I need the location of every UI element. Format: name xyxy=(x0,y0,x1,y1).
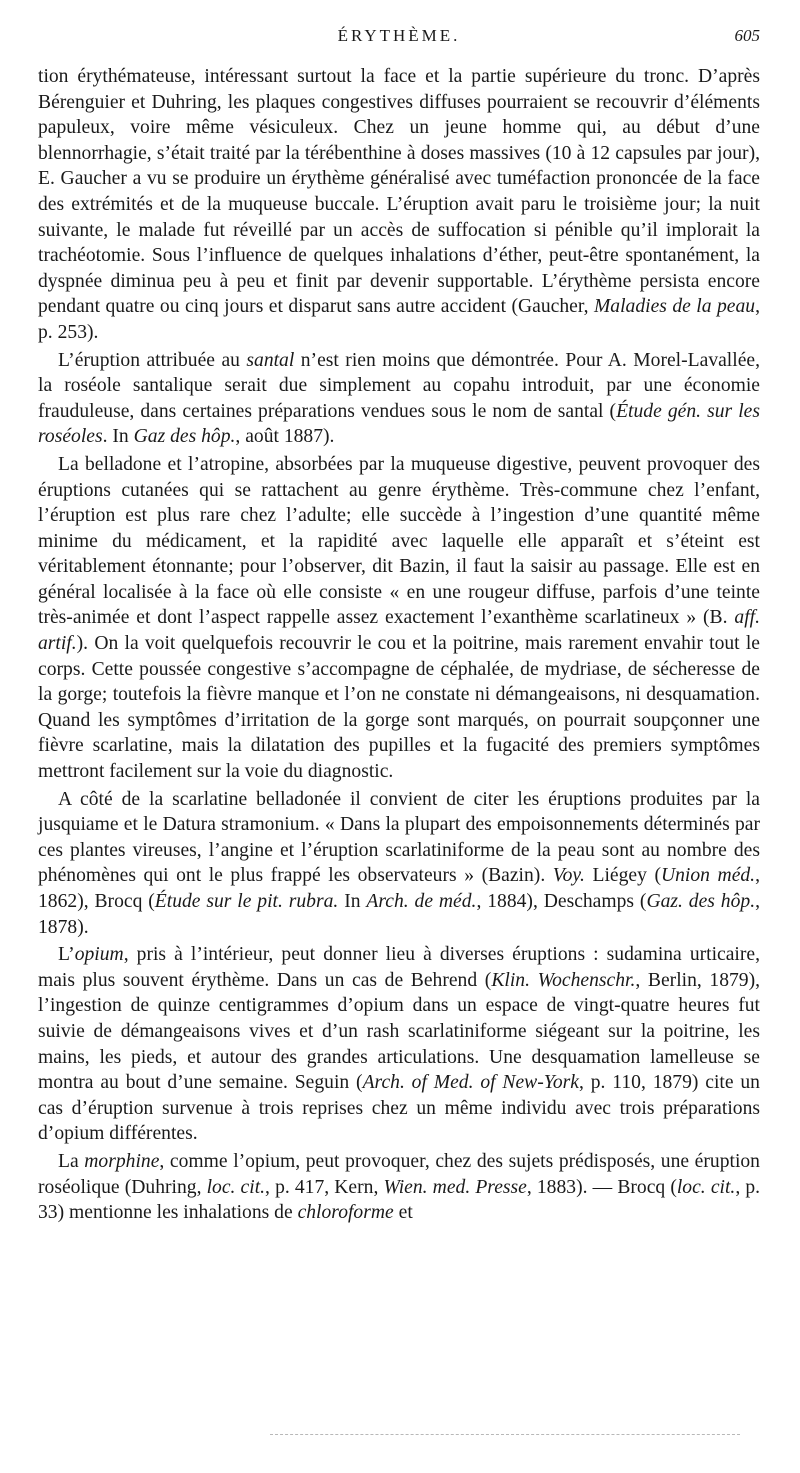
italic-run: opium xyxy=(74,944,124,966)
italic-run: loc. cit. xyxy=(676,1176,736,1198)
italic-run: Gaz. des hôp. xyxy=(646,891,756,912)
italic-run: Arch. de méd. xyxy=(366,891,477,912)
italic-run: Étude sur le pit. rubra. xyxy=(154,891,339,912)
text-run: tion érythémateuse, intéressant surtout la face et la partie supérieure du tronc. D’après Bérenguier et Duhring, les plaques congestives diffuses pourraient se recouvrir d’éléments papuleux, voire même vésiculeux. Chez un jeune homme qui, au début d’une blennorrhagie, s’était traité par la térébenthine à doses massives (10 à 12 capsules par jour), E. Gaucher a vu se produire un érythème généralisé avec tuméfaction prononcée de la face des extrémités et de la muqueuse buccale. L’éruption avait paru le troisième jour; la nuit suivante, le malade fut réveillé par un accès de suffocation si pénible qu’il implorait la trachéotomie. Sous l’influence de quelques inhalations d’éther, peut-être spontanément, la dyspnée diminua peu à peu et finit par devenir supportable. L’érythème persista encore pendant quatre ou cinq jours et disparut sans autre accident (Gaucher, xyxy=(38,66,760,318)
text-run: , p. 110, 1879) cite un cas d’éruption survenue à trois reprises chez un même individu avec trois préparations d’opium différentes. xyxy=(38,1072,760,1145)
italic-run: Étude gén. sur les roséoles xyxy=(38,400,760,448)
text-run: , p. 417, Kern, xyxy=(265,1176,384,1198)
italic-run: Union méd. xyxy=(660,865,756,887)
text-run: . In xyxy=(102,426,134,448)
text-run: , p. 253). xyxy=(38,296,760,343)
italic-run: Wien. med. Presse xyxy=(383,1176,527,1198)
text-run: , pris à l’intérieur, peut donner lieu à diverses éruptions : sudamina urticaire, mais plus souvent érythème. Dans un cas de Behrend ( xyxy=(38,944,760,991)
text-run: L’ xyxy=(58,944,75,966)
text-run: ). On la voit quelquefois recouvrir le cou et la poitrine, mais rarement envahir tout le corps. Cette poussée congestive s’accompagne de céphalée, de mydriase, de sécheresse de la gorge; toutefois la fièvre manque et l’on ne constate ni démangeaisons, ni desquamation. Quand les symptômes d’irritation de la gorge sont marqués, on pourrait soupçonner une fièvre scarlatine, mais la dilatation des pupilles et la fugacité des premiers symptômes mettront facilement sur la voie du diagnostic. xyxy=(38,633,760,783)
italic-run: Maladies de la peau xyxy=(593,296,756,318)
text-run: , comme l’opium, peut provoquer, chez des sujets prédisposés, une éruption roséolique (Duhring, xyxy=(38,1150,760,1198)
text-run: , p. 33) mentionne les inhalations de xyxy=(38,1176,761,1224)
text-run: n’est rien moins que démontrée. Pour A. Morel-Lavallée, la roséole santalique serait due simplement au copahu introduit, par une économie frauduleuse, dans certaines préparations vendues sous le nom de santal ( xyxy=(38,349,760,422)
text-run: La belladone et l’atropine, absorbées par la muqueuse digestive, peuvent provoquer des éruptions cutanées qui se rattachent au genre érythème. Très-commune chez l’enfant, l’éruption est plus rare chez l’adulte; elle succède à l’ingestion d’une quantité même minime du médicament, et la rapidité avec laquelle elle apparaît et s’éteint est véritablement étonnante; pour l’observer, dit Bazin, il faut la saisir au passage. Elle est en général localisée à la face où elle consiste « en une rougeur diffuse, parfois d’une teinte très-animée et dont l’aspect rappelle assez exactement l’exanthème scarlatineux » (B. xyxy=(38,453,760,629)
text-run: , août 1887). xyxy=(235,426,335,448)
paragraph xyxy=(38,64,760,346)
text-run: L’éruption attribuée au xyxy=(58,349,247,371)
italic-run: Gaz des hôp. xyxy=(133,426,236,448)
paragraph xyxy=(38,942,760,1147)
italic-run: chloroforme xyxy=(297,1202,394,1224)
italic-run: Voy. xyxy=(552,865,585,887)
text-run: , 1862), Brocq ( xyxy=(38,865,760,912)
text-run: , 1883). — Brocq ( xyxy=(526,1176,677,1198)
text-run: A côté de la scarlatine belladonée il convient de citer les éruptions produites par la jusquiame et le Datura stramonium. « Dans la plupart des empoisonnements déterminés par ces plantes vireuses, l’angine et l’éruption scarlatiniforme de la peau sont au nombre des phénomènes qui ont le plus frappé les observateurs » (Bazin). xyxy=(38,788,760,887)
italic-run: Arch. of Med. of New-York xyxy=(362,1072,579,1094)
italic-run: loc. cit. xyxy=(206,1176,266,1198)
text-run: et xyxy=(393,1202,413,1224)
page-number: 605 xyxy=(734,26,760,45)
text-run: , 1878). xyxy=(38,891,760,938)
text-run: Liégey ( xyxy=(584,865,661,887)
text-run: , 1884), Deschamps ( xyxy=(476,891,647,912)
italic-run: santal xyxy=(246,349,295,371)
text-run: In xyxy=(338,891,367,912)
paragraph xyxy=(38,452,760,785)
italic-run: morphine xyxy=(84,1150,160,1172)
footer-rule xyxy=(270,1434,740,1435)
running-header xyxy=(38,26,760,56)
text-run: La xyxy=(58,1150,85,1172)
running-title: ÉRYTHÈME. xyxy=(337,26,461,45)
body-text xyxy=(38,64,760,1226)
paragraph xyxy=(38,348,760,450)
text-run: , Berlin, 1879), l’ingestion de quinze centigrammes d’opium dans un espace de vingt-quatre heures fut suivie de démangeaisons vives et d’un rash scarlatiniforme siégeant sur la poitrine, les mains, les pieds, et autour des grandes articulations. Une desquamation lamelleuse se montra au bout d’une semaine. Seguin ( xyxy=(38,969,761,1094)
italic-run: Klin. Wochenschr. xyxy=(491,969,636,991)
italic-run: aff. artif. xyxy=(38,607,760,655)
paragraph xyxy=(38,787,760,941)
paragraph xyxy=(38,1149,760,1226)
